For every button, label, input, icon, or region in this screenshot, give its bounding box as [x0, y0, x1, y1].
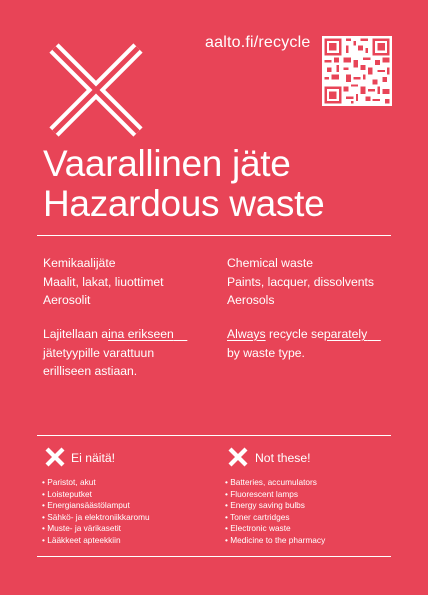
list-item: • Loisteputket [42, 489, 150, 501]
list-item: • Energy saving bulbs [225, 500, 325, 512]
list-item: • Muste- ja värikasetit [42, 523, 150, 535]
list-item: • Batteries, accumulators [225, 477, 325, 489]
finnish-instruction-line1 [43, 325, 187, 344]
recycle-url[interactable]: aalto.fi/recycle [205, 34, 311, 51]
list-item: • Toner cartridges [225, 512, 325, 524]
underline-space [367, 327, 381, 341]
title-finnish: Vaarallinen jäte [43, 143, 291, 184]
english-instruction [227, 325, 381, 362]
text-segment: recycle se [265, 327, 324, 341]
divider-top [37, 235, 391, 236]
page-title [43, 144, 324, 224]
underlined-text: parately [323, 327, 368, 341]
underlined-text: ina erikseen [108, 327, 174, 341]
underlined-text: Always [227, 327, 266, 341]
list-item: • Lääkkeet apteekkiin [42, 535, 150, 547]
small-x-icon [45, 447, 65, 467]
qr-code-icon [322, 36, 392, 106]
finnish-item: Maalit, lakat, liuottimet [43, 274, 164, 289]
english-item: Aerosols [227, 293, 275, 307]
finnish-instruction-line2: jätetyypille varattuun [43, 345, 155, 360]
small-x-icon [228, 447, 248, 467]
list-item: • Electronic waste [225, 523, 325, 535]
not-these-en-heading: Not these! [255, 451, 311, 465]
not-these-fi-heading: Ei näitä! [71, 451, 116, 465]
not-these-en-list [225, 477, 325, 547]
finnish-items [43, 254, 164, 310]
english-instruction-line2: by waste type. [227, 345, 305, 360]
english-instruction-line1 [227, 325, 381, 344]
finnish-item: Kemikaalijäte [43, 256, 116, 270]
not-these-fi-list [42, 477, 150, 547]
underline-space [174, 327, 188, 341]
list-item: • Energiansäästölamput [42, 500, 150, 512]
finnish-instruction [43, 325, 187, 381]
text-segment: Lajitellaan a [43, 327, 109, 341]
list-item: • Paristot, akut [42, 477, 150, 489]
english-items [227, 254, 374, 310]
finnish-item: Aerosolit [43, 293, 91, 307]
list-item: • Sähkö- ja elektroniikkaromu [42, 512, 150, 524]
title-english: Hazardous waste [43, 183, 325, 224]
finnish-instruction-line3: erilliseen astiaan. [43, 364, 138, 378]
english-item: Paints, lacquer, dissolvents [227, 274, 375, 289]
list-item: • Medicine to the pharmacy [225, 535, 325, 547]
divider-middle [37, 435, 391, 436]
english-item: Chemical waste [227, 256, 314, 270]
x-icon [44, 40, 148, 140]
divider-bottom [37, 556, 391, 557]
list-item: • Fluorescent lamps [225, 489, 325, 501]
